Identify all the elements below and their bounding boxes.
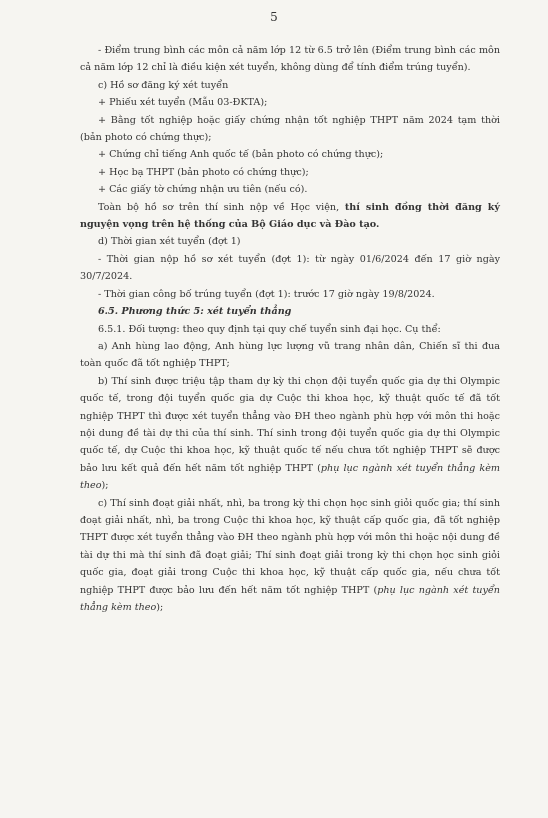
paragraph-text: b) Thí sinh được triệu tập tham dự kỳ thi chọn đội tuyển quốc gia dự thi Olympic quốc tế, trong đội tuyển quốc gia dự Cuộc thi khoa học, kỹ thuật quốc tế đã tốt nghiệp THPT thì được xét tuyển thẳng vào ĐH theo ngành phù hợp với môn thi hoặc nội dung đề tài dự thi của thí sinh. Thí sinh trong đội tuyển quốc gia dự thi Olympic quốc tế, dự Cuộc thi khoa học, kỹ thuật quốc tế nếu chưa tốt nghiệp THPT sẽ được bảo lưu kết quả đến hết năm tốt nghiệp THPT ( [80, 375, 500, 474]
paragraph-submission-note [80, 199, 500, 234]
paragraph-timeline-heading [80, 233, 500, 250]
paragraph-bold-text: thí sinh đồng thời đăng ký nguyện vọng trên hệ thống của Bộ Giáo dục và Đào tạo. [80, 201, 500, 231]
paragraph-item-c [80, 495, 500, 617]
section-heading-method-5 [80, 303, 500, 320]
paragraph-item-a [80, 338, 500, 373]
paragraph-grade-requirement [80, 42, 500, 77]
paragraph-text: + Bằng tốt nghiệp hoặc giấy chứng nhận tốt nghiệp THPT năm 2024 tạm thời (bản photo có chứng thực); [80, 114, 500, 144]
paragraph-italic-text: phụ lục ngành xét tuyển thẳng kèm theo [80, 584, 500, 613]
paragraph-text: 6.5.1. Đối tượng: theo quy định tại quy chế tuyển sinh đại học. Cụ thể: [98, 323, 441, 335]
paragraph-diploma [80, 112, 500, 147]
paragraph-result-announcement [80, 286, 500, 303]
paragraph-text: + Học bạ THPT (bản photo có chứng thực); [98, 166, 309, 178]
paragraph-italic-text: phụ lục ngành xét tuyển thẳng kèm theo [80, 462, 500, 492]
paragraph-text: a) Anh hùng lao động, Anh hùng lực lượng vũ trang nhân dân, Chiến sĩ thi đua toàn quốc đã tốt nghiệp THPT; [80, 340, 500, 370]
paragraph-text: Toàn bộ hồ sơ trên thí sinh nộp về Học viện, [98, 201, 345, 213]
paragraph-application-form [80, 94, 500, 111]
paragraph-transcript [80, 164, 500, 181]
paragraph-text: - Thời gian nộp hồ sơ xét tuyển (đợt 1): từ ngày 01/6/2024 đến 17 giờ ngày 30/7/2024. [80, 253, 500, 283]
paragraph-text: ); [156, 602, 164, 613]
paragraph-eligibility [80, 321, 500, 338]
paragraph-submission-period [80, 251, 500, 286]
document-body [80, 42, 500, 616]
paragraph-application-heading [80, 77, 500, 94]
paragraph-text: + Chứng chỉ tiếng Anh quốc tế (bản photo có chứng thực); [98, 149, 384, 161]
paragraph-text: c) Hồ sơ đăng ký xét tuyển [98, 79, 229, 91]
paragraph-text: + Các giấy tờ chứng nhận ưu tiên (nếu có). [98, 184, 308, 196]
paragraph-text: c) Thí sinh đoạt giải nhất, nhì, ba trong kỳ thi chọn học sinh giỏi quốc gia; thí sinh đoạt giải nhất, nhì, ba trong Cuộc thi khoa học, kỹ thuật cấp quốc gia, đã tốt nghiệp THPT được xét tuyển thẳng vào ĐH theo ngành phù hợp với môn thi hoặc nội dung đề tài dự thi mà thí sinh đã đoạt giải; Thí sinh đoạt giải trong kỳ thi chọn học sinh giỏi quốc gia, đoạt giải trong Cuộc thi khoa học, kỹ thuật cấp quốc gia, nếu chưa tốt nghiệp THPT được bảo lưu đến hết năm tốt nghiệp THPT ( [80, 497, 500, 596]
paragraph-text: ); [101, 480, 109, 492]
paragraph-priority-documents [80, 181, 500, 198]
paragraph-text: - Điểm trung bình các môn cả năm lớp 12 từ 6.5 trở lên (Điểm trung bình các môn cả năm lớp 12 chỉ là điều kiện xét tuyển, không dùng để tính điểm trúng tuyển). [80, 45, 500, 74]
paragraph-english-certificate [80, 146, 500, 163]
paragraph-text: d) Thời gian xét tuyển (đợt 1) [98, 236, 241, 248]
paragraph-text: - Thời gian công bố trúng tuyển (đợt 1): trước 17 giờ ngày 19/8/2024. [98, 288, 435, 300]
page-number: 5 [270, 10, 278, 24]
paragraph-item-b [80, 373, 500, 495]
section-heading-text: 6.5. Phương thức 5: xét tuyển thẳng [98, 306, 292, 318]
paragraph-text: + Phiếu xét tuyển (Mẫu 03-ĐKTA); [98, 97, 268, 109]
